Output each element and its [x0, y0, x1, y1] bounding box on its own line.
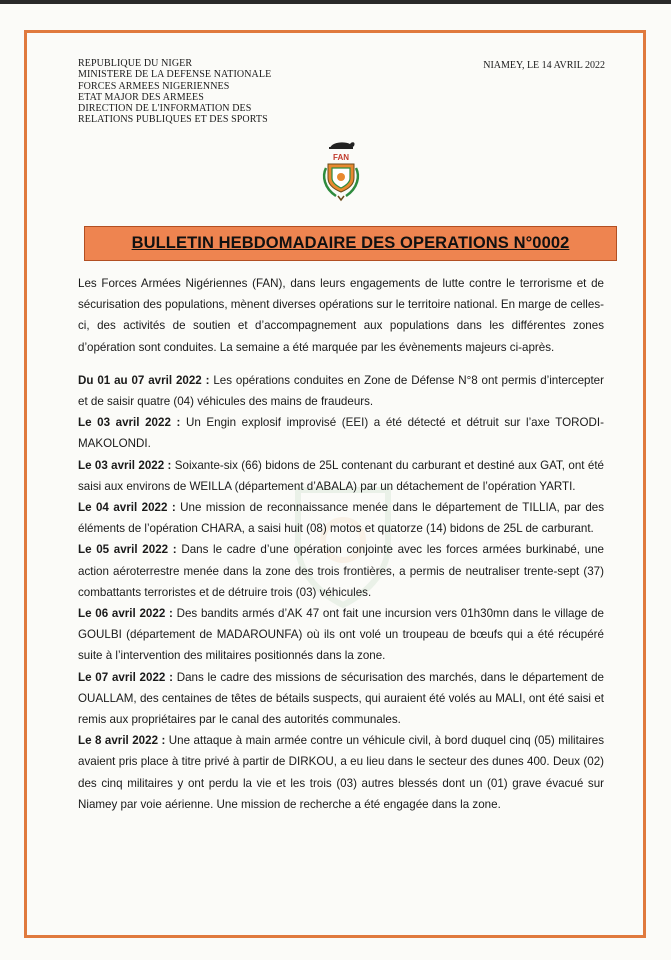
bulletin-title-banner	[84, 226, 617, 261]
entry-date: Le 03 avril 2022 :	[78, 458, 172, 472]
entry-text: Des bandits armés d’AK 47 ont fait une incursion vers 01h30mn dans le village de GOULBI (département de MADAROUNFA) où ils ont volé un troupeau de bœufs qui a été récupéré suite à l’intervention des militaires positionnés dans la zone.	[78, 607, 604, 663]
intro-paragraph: Les Forces Armées Nigériennes (FAN), dans leurs engagements de lutte contre le terrorisme et de sécurisation des populations, mènent diverses opérations sur le territoire national. En marge de celles-ci, des activités de soutien et d’accompagnement aux populations dans les différentes zones d’opération sont conduites. La semaine a été marquée par les évènements majeurs ci-après.	[78, 277, 604, 354]
issuer-line: REPUBLIQUE DU NIGER	[78, 58, 193, 69]
emblem-label: FAN	[333, 153, 349, 162]
entry-date: Le 03 avril 2022 :	[78, 416, 181, 430]
entry-text: Une mission de reconnaissance menée dans le département de TILLIA, par des éléments de l’opération CHARA, a saisi huit (08) motos et quatorze (14) bidons de 25L de carburant.	[78, 501, 605, 536]
entry-text: Un Engin explosif improvisé (EEI) a été détecté et détruit sur l’axe TORODI-MAKOLONDI.	[78, 416, 605, 451]
entry-date: Le 05 avril 2022 :	[78, 543, 177, 557]
fan-emblem-icon	[316, 138, 366, 204]
entry-date: Le 8 avril 2022 :	[78, 734, 166, 748]
operation-entry	[78, 603, 604, 667]
place-date: NIAMEY, LE 14 AVRIL 2022	[483, 60, 605, 71]
operation-entry	[78, 370, 604, 412]
issuer-line: MINISTERE DE LA DEFENSE NATIONALE	[78, 69, 272, 81]
entry-date: Le 07 avril 2022 :	[78, 670, 173, 684]
operation-entry	[78, 730, 604, 815]
operation-entry	[78, 455, 604, 497]
scan-edge	[0, 0, 671, 4]
operation-entry	[78, 667, 604, 731]
issuer-line: FORCES ARMEES NIGERIENNES	[78, 80, 230, 92]
issuer-block	[78, 58, 271, 126]
operation-entry	[78, 497, 604, 539]
entry-text: Dans le cadre d’une opération conjointe avec les forces armées burkinabé, une action aéroterrestre menée dans la zone des trois frontières, a permis de neutraliser trente-sept (37) combattants terroristes et de détruire trois (03) véhicules.	[78, 543, 604, 599]
entry-text: Soixante-six (66) bidons de 25L contenant du carburant et destiné aux GAT, ont été saisi aux environs de WEILLA (département d’ABALA) par un détachement de l’opération YARTI.	[78, 458, 604, 493]
bulletin-body	[78, 273, 604, 815]
entry-text: Dans le cadre des missions de sécurisation des marchés, dans le département de OUALLAM, des centaines de têtes de bétails suspects, qui auraient été volés au MALI, ont été saisi et remis aux propriétaires par le canal des autorités communales.	[78, 670, 604, 727]
entry-text: Les opérations conduites en Zone de Défense N°8 ont permis d’intercepter et de saisir quatre (04) véhicules des mains de fraudeurs.	[78, 373, 604, 409]
issuer-line: ETAT MAJOR DES ARMEES	[78, 91, 204, 103]
entry-date: Le 04 avril 2022 :	[78, 501, 176, 515]
issuer-line: DIRECTION DE L'INFORMATION DES	[78, 103, 252, 115]
operation-entry	[78, 539, 604, 603]
issuer-line: RELATIONS PUBLIQUES ET DES SPORTS	[78, 114, 268, 126]
entry-date: Le 06 avril 2022 :	[78, 607, 173, 621]
operation-entry	[78, 412, 604, 454]
entry-text: Une attaque à main armée contre un véhicule civil, à bord duquel cinq (05) militaires avaient pris place à titre privé à partir de DIRKOU, a eu lieu dans le secteur des dunes 400. Deux (02) des cinq militaires y ont perdu la vie et les trois (03) autres blessés dont un (01) grave évacué sur Niamey par voie aérienne. Une mission de recherche a été engagée dans la zone.	[78, 734, 604, 811]
entry-date: Du 01 au 07 avril 2022 :	[78, 373, 210, 387]
bulletin-title: BULLETIN HEBDOMADAIRE DES OPERATIONS N°0002	[131, 234, 570, 252]
